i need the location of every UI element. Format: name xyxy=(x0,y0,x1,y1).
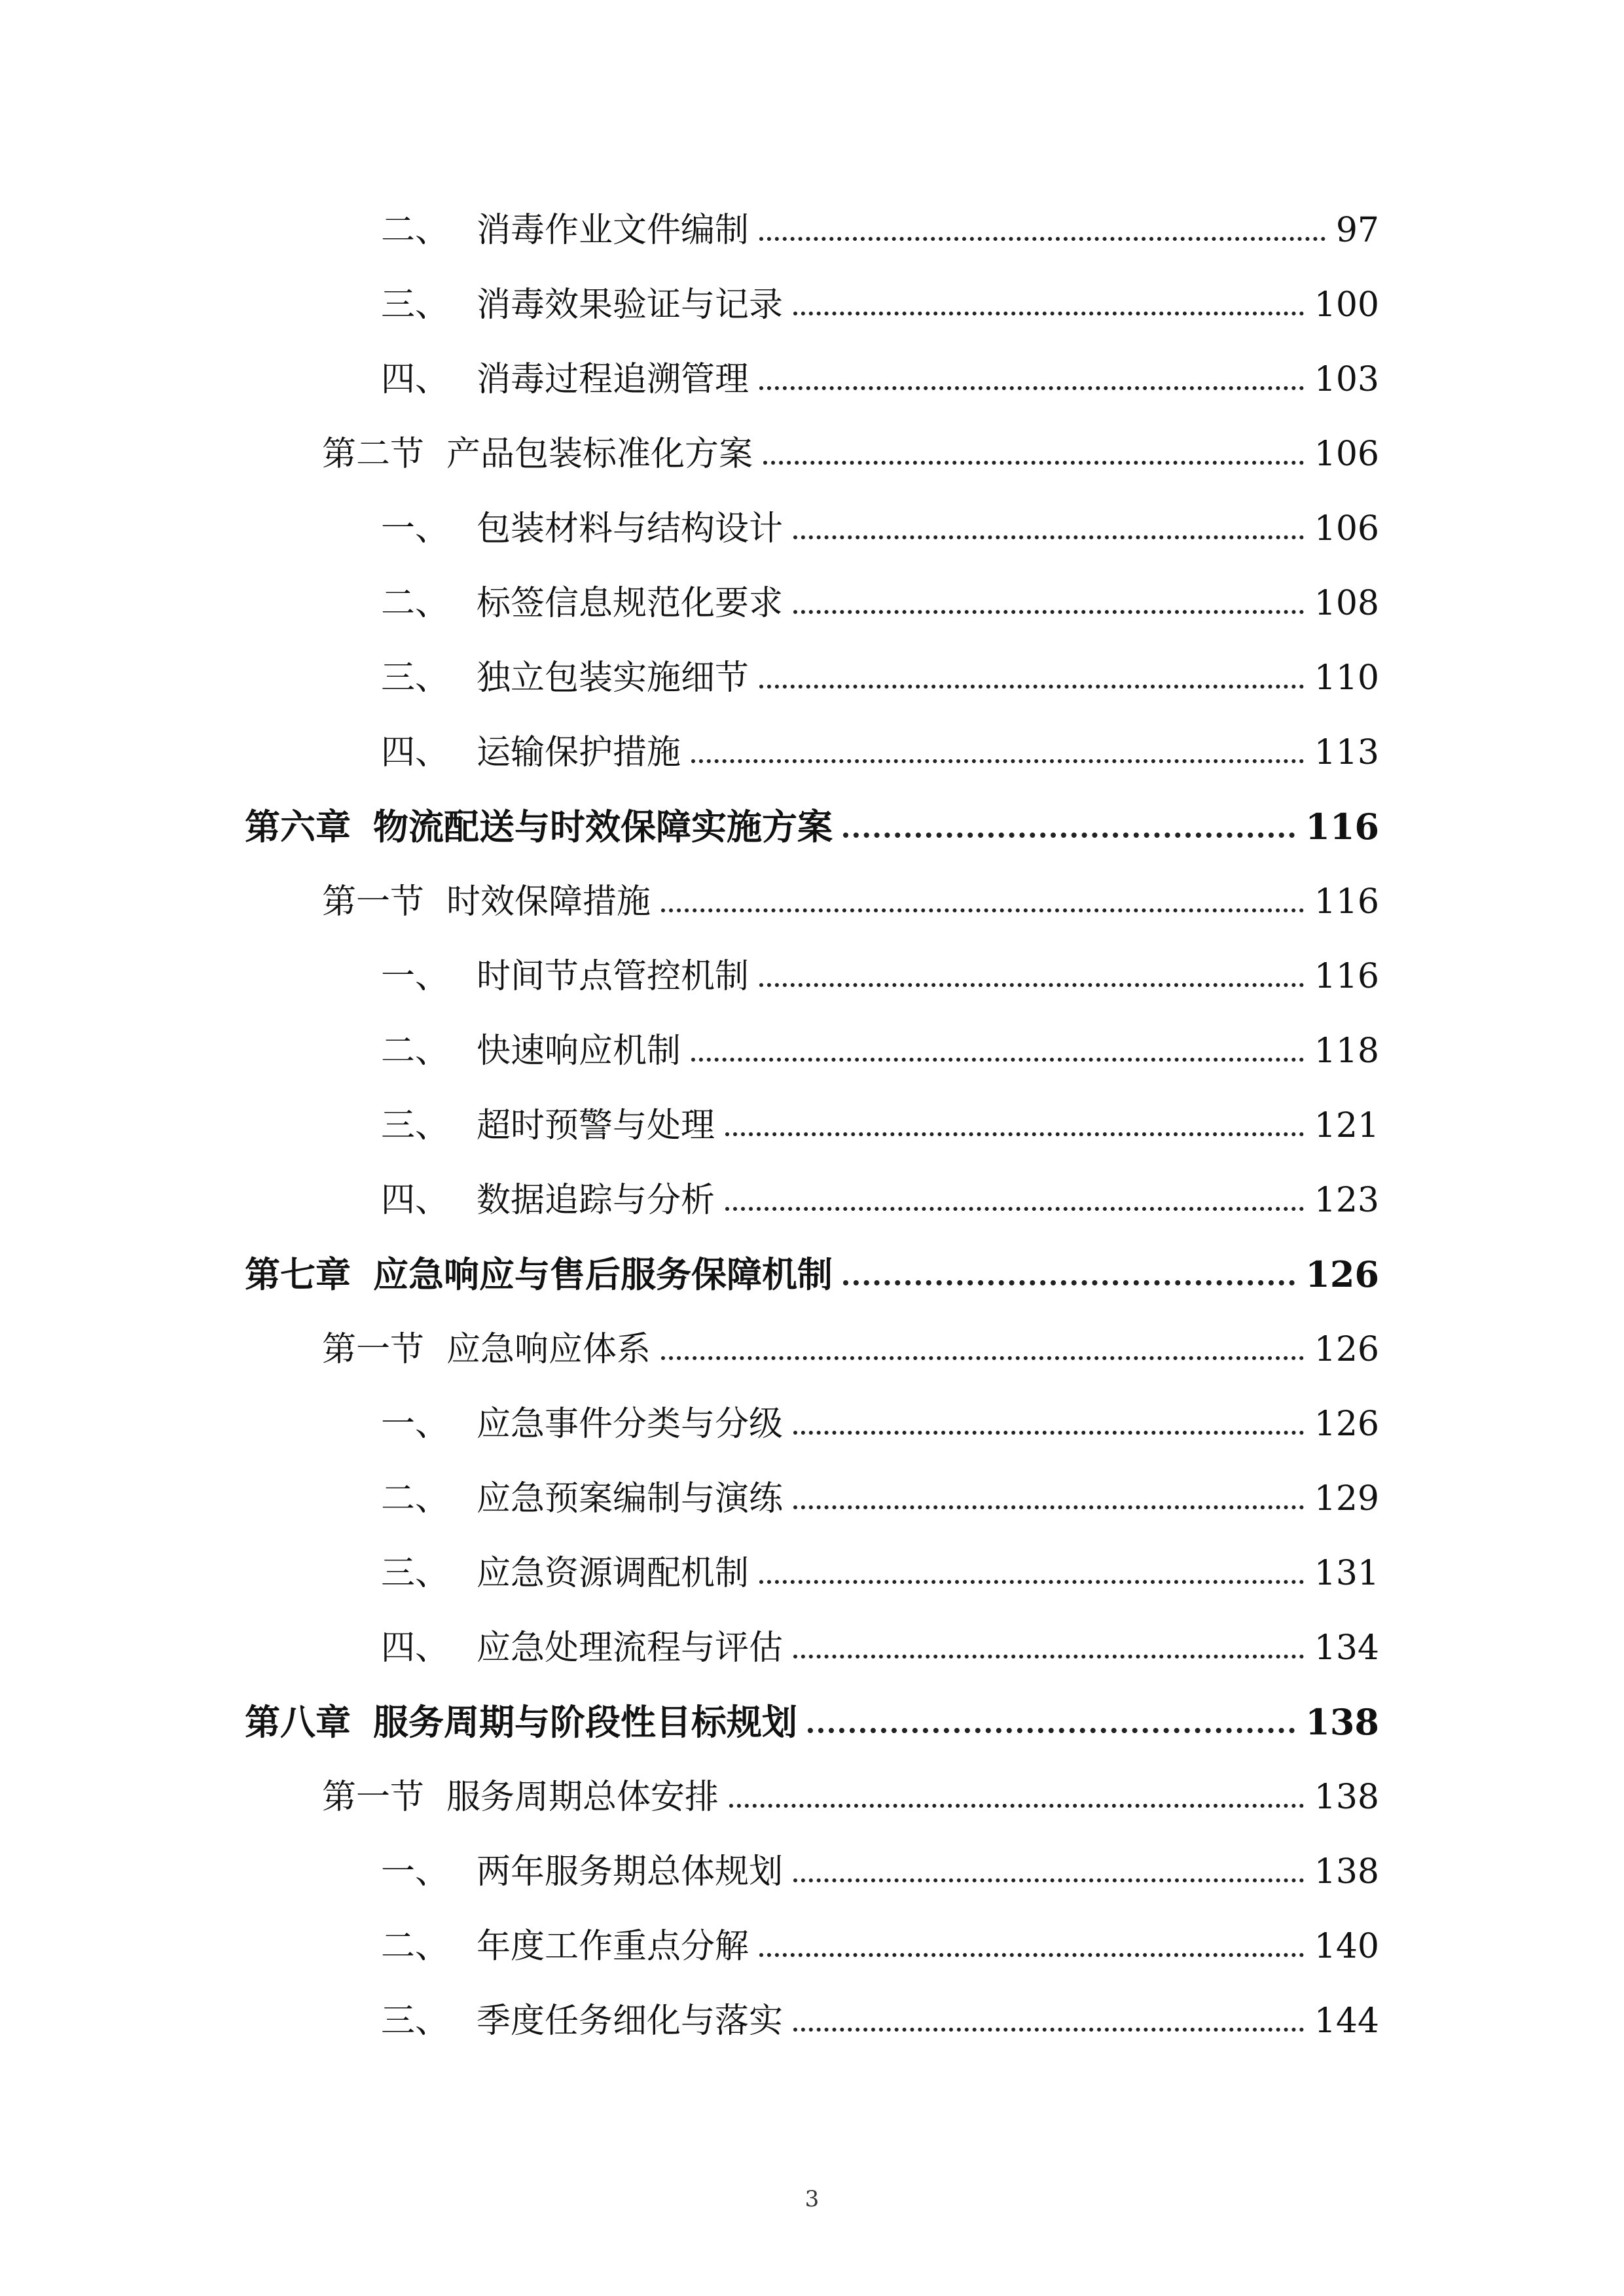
toc-entry-page: 123 xyxy=(1314,1181,1379,1220)
toc-entry-page: 108 xyxy=(1314,584,1379,623)
dot-leader xyxy=(793,2028,1304,2032)
toc-entry-title: 包装材料与结构设计 xyxy=(477,509,784,548)
toc-entry-title: 服务周期总体安排 xyxy=(446,1778,719,1817)
toc-entry-title: 独立包装实施细节 xyxy=(477,658,749,698)
toc-entry-number: 一、 xyxy=(381,1852,450,1892)
toc-entry-item[interactable] xyxy=(381,1378,1379,1444)
toc-entry-number: 一、 xyxy=(381,509,450,548)
toc-entry-title: 时效保障措施 xyxy=(446,882,651,922)
toc-entry-section[interactable] xyxy=(322,1304,1379,1367)
toc-entry-section[interactable] xyxy=(322,1751,1379,1817)
toc-entry-page: 116 xyxy=(1314,882,1379,922)
dot-leader xyxy=(793,1878,1304,1882)
dot-leader xyxy=(843,1280,1295,1285)
toc-entry-page: 140 xyxy=(1314,1927,1379,1966)
toc-entry-title: 应急资源调配机制 xyxy=(477,1554,749,1593)
dot-leader xyxy=(793,1505,1304,1509)
dot-leader xyxy=(759,1580,1304,1584)
toc-entry-page: 126 xyxy=(1314,1330,1379,1369)
dot-leader xyxy=(729,1804,1304,1808)
toc-entry-page: 106 xyxy=(1314,509,1379,548)
toc-entry-title: 应急响应与售后服务保障机制 xyxy=(373,1253,833,1295)
toc-entry-number: 二、 xyxy=(381,1479,450,1518)
toc-entry-title: 服务周期与阶段性目标规划 xyxy=(373,1701,797,1743)
toc-entry-title: 年度工作重点分解 xyxy=(477,1927,749,1966)
toc-entry-title: 应急事件分类与分级 xyxy=(477,1405,784,1444)
toc-entry-page: 131 xyxy=(1314,1554,1379,1593)
toc-entry-page: 97 xyxy=(1335,211,1379,250)
toc-entry-item[interactable] xyxy=(381,1602,1379,1668)
toc-entry-item[interactable] xyxy=(381,707,1379,770)
toc-entry-number: 三、 xyxy=(381,285,450,325)
toc-entry-item[interactable] xyxy=(381,1005,1379,1071)
toc-entry-title: 消毒过程追溯管理 xyxy=(477,360,749,399)
toc-entry-title: 快速响应机制 xyxy=(477,1031,681,1071)
toc-entry-item[interactable] xyxy=(381,931,1379,994)
toc-entry-item[interactable] xyxy=(381,185,1379,250)
toc-entry-item[interactable] xyxy=(381,1155,1379,1220)
toc-entry-number: 四、 xyxy=(381,1628,450,1668)
toc-entry-page: 126 xyxy=(1305,1253,1379,1295)
toc-entry-page: 116 xyxy=(1305,806,1379,848)
toc-entry-title: 消毒作业文件编制 xyxy=(477,211,749,250)
toc-entry-number: 四、 xyxy=(381,360,450,399)
toc-entry-item[interactable] xyxy=(381,632,1379,698)
toc-entry-number: 第一节 xyxy=(322,1778,425,1817)
toc-entry-page: 126 xyxy=(1314,1405,1379,1444)
dot-leader xyxy=(759,237,1326,241)
toc-entry-page: 138 xyxy=(1314,1852,1379,1892)
toc-entry-number: 三、 xyxy=(381,658,450,698)
toc-entry-page: 138 xyxy=(1314,1778,1379,1817)
toc-entry-number: 第六章 xyxy=(245,806,351,848)
toc-entry-page: 110 xyxy=(1314,658,1379,698)
dot-leader xyxy=(661,908,1304,912)
dot-leader xyxy=(759,1953,1304,1957)
page-number: 3 xyxy=(804,2186,820,2212)
toc-entry-number: 二、 xyxy=(381,1927,450,1966)
toc-entry-page: 116 xyxy=(1314,957,1379,996)
toc-entry-title: 数据追踪与分析 xyxy=(477,1181,715,1220)
dot-leader xyxy=(793,535,1304,539)
dot-leader xyxy=(691,759,1304,763)
toc-entry-number: 四、 xyxy=(381,1181,450,1220)
toc-entry-number: 第一节 xyxy=(322,1330,425,1369)
dot-leader xyxy=(725,1207,1304,1211)
dot-leader xyxy=(843,833,1295,838)
toc-entry-title: 应急处理流程与评估 xyxy=(477,1628,784,1668)
dot-leader xyxy=(793,610,1304,614)
toc-entry-item[interactable] xyxy=(381,1826,1379,1892)
toc-entry-item[interactable] xyxy=(381,259,1379,325)
toc-entry-page: 106 xyxy=(1314,435,1379,474)
toc-entry-section[interactable] xyxy=(322,408,1379,474)
toc-entry-number: 二、 xyxy=(381,211,450,250)
dot-leader xyxy=(793,312,1304,315)
dot-leader xyxy=(808,1728,1295,1733)
toc-entry-page: 144 xyxy=(1314,2001,1379,2041)
toc-entry-chapter[interactable] xyxy=(245,1677,1379,1743)
toc-entry-item[interactable] xyxy=(381,1901,1379,1964)
dot-leader xyxy=(793,1431,1304,1435)
dot-leader xyxy=(759,386,1304,390)
toc-entry-number: 三、 xyxy=(381,2001,450,2041)
dot-leader xyxy=(793,1655,1304,1659)
toc-entry-title: 应急响应体系 xyxy=(446,1330,651,1369)
dot-leader xyxy=(759,685,1304,689)
toc-entry-title: 季度任务细化与落实 xyxy=(477,2001,784,2041)
toc-entry-chapter[interactable] xyxy=(245,1229,1379,1295)
toc-entry-title: 运输保护措施 xyxy=(477,733,681,772)
toc-entry-title: 应急预案编制与演练 xyxy=(477,1479,784,1518)
toc-entry-title: 标签信息规范化要求 xyxy=(477,584,784,623)
toc-entry-number: 二、 xyxy=(381,584,450,623)
toc-entry-number: 第一节 xyxy=(322,882,425,922)
toc-entry-chapter[interactable] xyxy=(245,781,1379,848)
toc-entry-title: 超时预警与处理 xyxy=(477,1106,715,1145)
toc-entry-page: 134 xyxy=(1314,1628,1379,1668)
toc-entry-page: 103 xyxy=(1314,360,1379,399)
dot-leader xyxy=(763,461,1304,465)
toc-entry-item[interactable] xyxy=(381,1080,1379,1143)
toc-entry-title: 两年服务期总体规划 xyxy=(477,1852,784,1892)
toc-entry-item[interactable] xyxy=(381,334,1379,397)
dot-leader xyxy=(691,1058,1304,1062)
toc-entry-item[interactable] xyxy=(381,1453,1379,1516)
toc-entry-page: 129 xyxy=(1314,1479,1379,1518)
toc-entry-title: 时间节点管控机制 xyxy=(477,957,749,996)
toc-entry-number: 第七章 xyxy=(245,1253,351,1295)
toc-entry-item[interactable] xyxy=(381,483,1379,546)
toc-entry-number: 一、 xyxy=(381,957,450,996)
toc-entry-number: 二、 xyxy=(381,1031,450,1071)
toc-entry-section[interactable] xyxy=(322,856,1379,922)
toc-entry-number: 第二节 xyxy=(322,435,425,474)
dot-leader xyxy=(725,1132,1304,1136)
toc-entry-number: 第八章 xyxy=(245,1701,351,1743)
dot-leader xyxy=(759,983,1304,987)
toc-entry-item[interactable] xyxy=(381,1975,1379,2041)
toc-entry-number: 四、 xyxy=(381,733,450,772)
dot-leader xyxy=(661,1356,1304,1360)
toc-entry-page: 138 xyxy=(1305,1701,1379,1743)
toc-entry-page: 100 xyxy=(1314,285,1379,325)
toc-entry-title: 产品包装标准化方案 xyxy=(446,435,753,474)
toc-entry-title: 物流配送与时效保障实施方案 xyxy=(373,806,833,848)
toc-entry-page: 113 xyxy=(1314,733,1379,772)
toc-entry-item[interactable] xyxy=(381,558,1379,623)
toc-entry-number: 三、 xyxy=(381,1554,450,1593)
toc-entry-page: 118 xyxy=(1314,1031,1379,1071)
toc-entry-item[interactable] xyxy=(381,1528,1379,1593)
toc-entry-page: 121 xyxy=(1314,1106,1379,1145)
toc-entry-number: 一、 xyxy=(381,1405,450,1444)
toc-entry-number: 三、 xyxy=(381,1106,450,1145)
toc-entry-title: 消毒效果验证与记录 xyxy=(477,285,784,325)
